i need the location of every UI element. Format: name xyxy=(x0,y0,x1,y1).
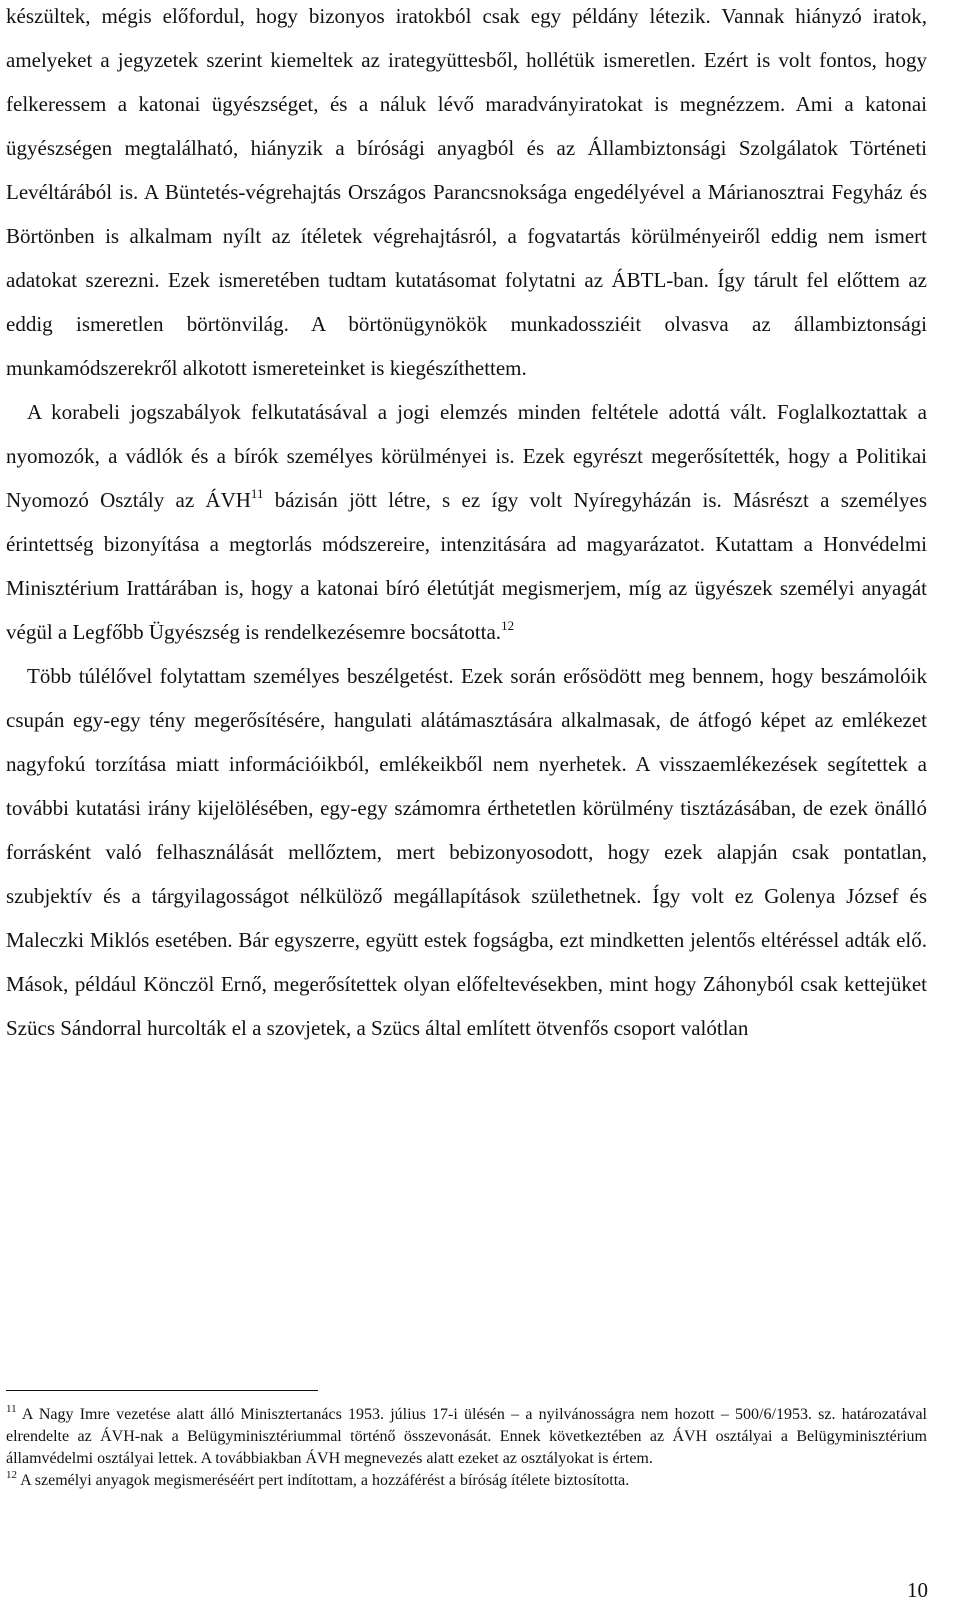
footnote-separator xyxy=(6,1390,318,1391)
footnote-12 xyxy=(6,1470,927,1492)
body-text xyxy=(6,0,927,1050)
page-number: 10 xyxy=(907,1578,928,1602)
paragraph-1 xyxy=(6,0,927,390)
paragraph-2-text-a: A korabeli jogszabályok felkutatásával a jogi elemzés minden feltétele adottá vált. Foglalkoztattak a nyomozók, a vádlók és a bírók személyes körülményei is. Ezek egyrészt megerősítették, hogy a Politikai Nyomozó Osztály az ÁVH xyxy=(6,400,927,512)
footnote-number-12: 12 xyxy=(6,1469,17,1481)
paragraph-2-text-b: bázisán jött létre, s ez így volt Nyíregyházán is. Másrészt a személyes érintettség bizonyítása a megtorlás módszereire, intenzitására ad magyarázatot. Kutattam a Honvédelmi Minisztérium Irattárában is, hogy a katonai bíró életútját megismerjem, míg az ügyészek személyi anyagát végül a Legfőbb Ügyészség is rendelkezésemre bocsátotta. xyxy=(6,488,927,644)
footnote-ref-11[interactable]: 11 xyxy=(250,486,264,501)
paragraph-2 xyxy=(6,390,927,654)
paragraph-1-text: készültek, mégis előfordul, hogy bizonyos iratokból csak egy példány létezik. Vannak hiányzó iratok, amelyeket a jegyzetek szerint kiemeltek az irategyüttesből, hollétük ismeretlen. Ezért is volt fontos, hogy felkeressem a katonai ügyészséget, és a náluk lévő maradványiratokat is megnézzem. Ami a katonai ügyészségen megtalálható, hiányzik a bírósági anyagból és az Állambiztonsági Szolgálatok Történeti Levéltárából is. A Büntetés-végrehajtás Országos Parancsnoksága engedélyével a Márianosztrai Fegyház és Börtönben is alkalmam nyílt az ítéletek végrehajtásról, a fogvatartás körülményeiről eddig nem ismert adatokat szerezni. Ezek ismeretében tudtam kutatásomat folytatni az ÁBTL-ban. Így tárult fel előttem az eddig ismeretlen börtönvilág. A börtönügynökök munkadossziéit olvasva az állambiztonsági munkamódszerekről alkotott ismereteinket is kiegészíthettem. xyxy=(6,4,927,380)
footnote-number-11: 11 xyxy=(6,1403,17,1415)
footnotes xyxy=(6,1404,927,1492)
footnote-11-text: A Nagy Imre vezetése alatt álló Minisztertanács 1953. július 17-i ülésén – a nyilvánosságra nem hozott – 500/6/1953. sz. határozatával elrendelte az ÁVH-nak a Belügyminisztériummal történő összevonását. Ennek következtében az ÁVH osztályai a Belügyminisztérium államvédelmi osztályai lettek. A továbbiakban ÁVH megnevezés alatt ezeket az osztályokat is értem. xyxy=(6,1406,927,1467)
paragraph-3-text: Több túlélővel folytattam személyes beszélgetést. Ezek során erősödött meg bennem, hogy beszámolóik csupán egy-egy tény megerősítésére, hangulati alátámasztására alkalmasak, de átfogó képet az emlékezet nagyfokú torzítása miatt információikból, emlékeikből nem nyerhetek. A visszaemlékezések segítettek a további kutatási irány kijelölésében, egy-egy számomra érthetetlen körülmény tisztázásában, de ezek önálló forrásként való felhasználását mellőztem, mert bebizonyosodott, hogy ezek alapján csak pontatlan, szubjektív és a tárgyilagosságot nélkülöző megállapítások születhetnek. Így volt ez Golenya József és Maleczki Miklós esetében. Bár egyszerre, együtt estek fogságba, ezt mindketten jelentős eltéréssel adták elő. Mások, például Könczöl Ernő, megerősítettek olyan előfeltevésekben, mint hogy Záhonyból csak kettejüket Szücs Sándorral hurcolták el a szovjetek, a Szücs által említett ötvenfős csoport valótlan xyxy=(6,664,927,1040)
paragraph-3 xyxy=(6,654,927,1050)
footnote-11 xyxy=(6,1404,927,1470)
footnote-ref-12[interactable]: 12 xyxy=(501,618,515,633)
footnote-12-text: A személyi anyagok megismeréséért pert indítottam, a hozzáférést a bíróság ítélete biztosította. xyxy=(17,1472,630,1489)
